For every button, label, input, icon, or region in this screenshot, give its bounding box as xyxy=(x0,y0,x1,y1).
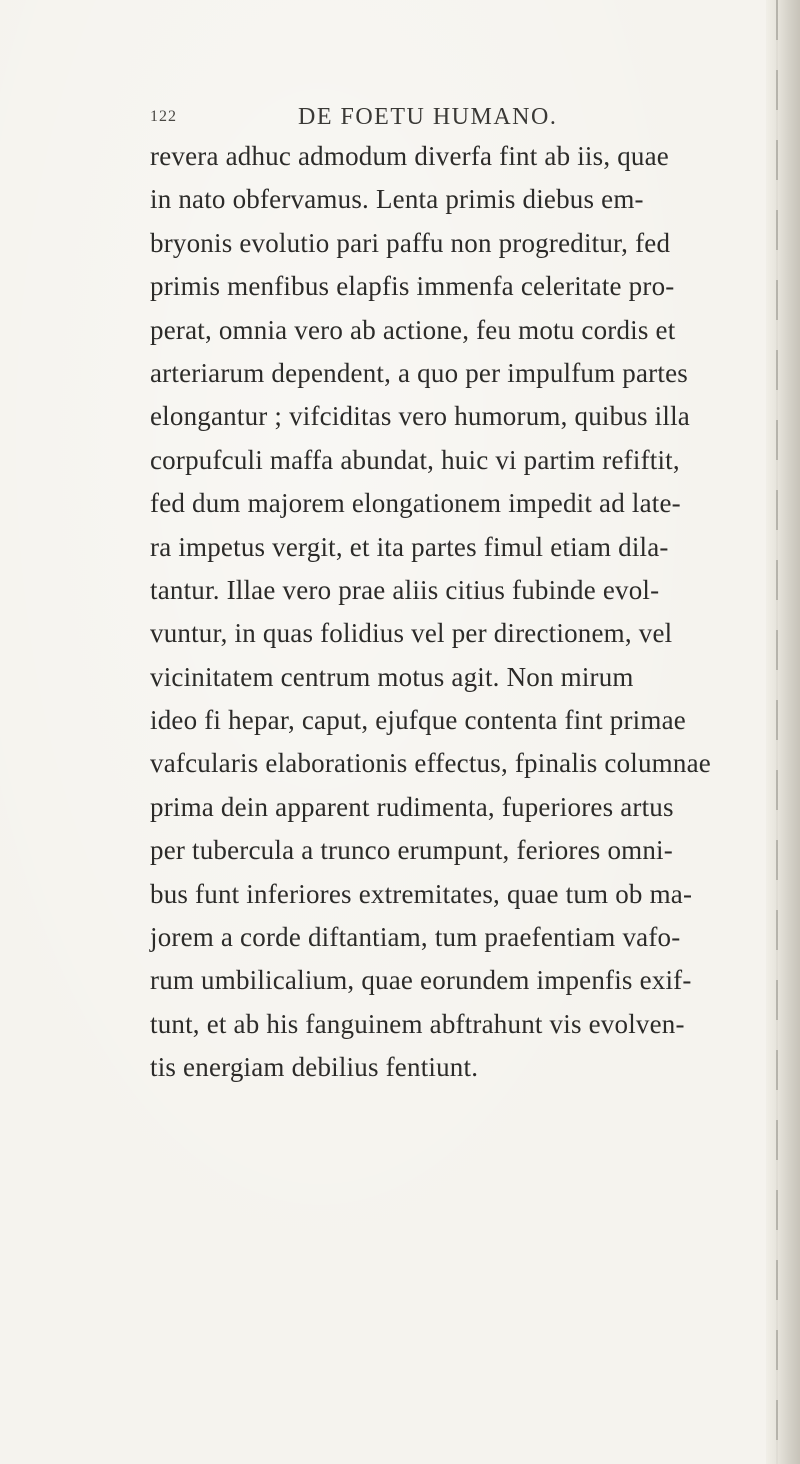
text-line: primis menfibus elapfis immenfa celeritate pro- xyxy=(150,271,675,302)
text-line: elongantur ; vifciditas vero humorum, quibus illa xyxy=(150,401,690,432)
text-line: prima dein apparent rudimenta, fuperiores artus xyxy=(150,791,674,822)
text-line: fed dum majorem elongationem impedit ad late- xyxy=(150,488,681,519)
text-line: vafcularis elaborationis effectus, fpinalis columnae xyxy=(150,748,711,779)
text-line: rum umbilicalium, quae eorundem impenfis exif- xyxy=(150,965,692,996)
text-line: vicinitatem centrum motus agit. Non mirum xyxy=(150,661,634,692)
text-line: in nato obfervamus. Lenta primis diebus em- xyxy=(150,184,644,215)
text-line: corpufculi maffa abundat, huic vi partim refiftit, xyxy=(150,444,680,475)
text-line: revera adhuc admodum diverfa fint ab iis, quae xyxy=(150,141,669,171)
text-line: arteriarum dependent, a quo per impulfum partes xyxy=(150,357,688,388)
text-line: bryonis evolutio pari paffu non progreditur, fed xyxy=(150,227,671,258)
text-line: tantur. Illae vero prae aliis citius fubinde evol- xyxy=(150,574,660,605)
text-line: ideo fi hepar, caput, ejufque contenta fint primae xyxy=(150,705,686,736)
text-line: perat, omnia vero ab actione, feu motu cordis et xyxy=(150,314,676,345)
body-text xyxy=(150,135,765,1090)
page-header xyxy=(150,104,750,136)
text-line: tunt, et ab his fanguinem abftrahunt vis evolven- xyxy=(150,1008,685,1039)
text-line: per tubercula a trunco erumpunt, feriores omni- xyxy=(150,835,673,866)
text-line: bus funt inferiores extremitates, quae tum ob ma- xyxy=(150,878,693,909)
text-line: tis energiam debilius fentiunt. xyxy=(150,1052,479,1083)
page-number: 122 xyxy=(150,108,177,125)
page-edge xyxy=(766,0,800,1464)
running-head: DE FOETU HUMANO. xyxy=(298,104,558,130)
text-line: ra impetus vergit, et ita partes fimul etiam dila- xyxy=(150,531,669,562)
text-line: jorem a corde diftantiam, tum praefentiam vafo- xyxy=(150,922,681,953)
text-line: vuntur, in quas folidius vel per directionem, vel xyxy=(150,618,673,649)
